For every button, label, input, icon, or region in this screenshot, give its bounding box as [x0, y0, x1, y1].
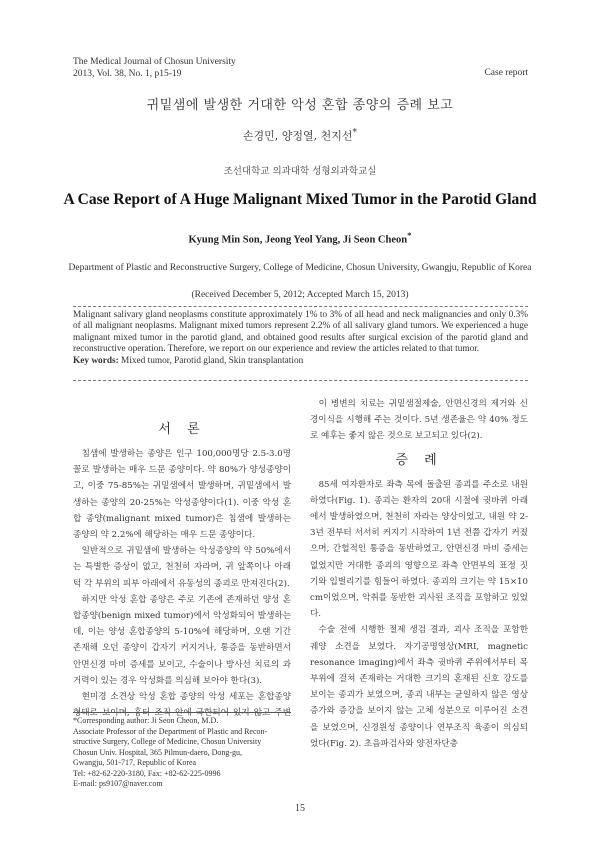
korean-affiliation: 조선대학교 의과대학 성형외과학교실 — [223, 166, 377, 177]
intro-paragraph: 이 병변의 치료는 귀밑샘절제술, 안면신경의 제거와 신경이식을 시행해 주는 것이다. 5년 생존율은 약 40% 정도로 예후는 좋지 않은 것으로 보고되고 있다(2). — [310, 399, 528, 442]
case-paragraph: 수술 전에 시행한 절제 생검 결과, 괴사 조직을 포함한 궤양 소견을 보였다. 자기공명영상(MRI, magnetic resonance imaging)에서 좌측 귓바퀴 주위에서부터 목 부위에 걸쳐 존재하는 거대한 크기의 혼재된 신호 강도를 보이는 종괴가 보였으며, 종괴 내부는 균일하지 않은 영상 증가와 증강을 보이지 않는 고체 성분으로 이루어진 소견을 보였으며, 신경원성 종양이나 연부조직 육종이 의심되었다(Fig. 2). 초음파검사와 양전자단층 — [310, 625, 528, 749]
intro-paragraph: 일반적으로 귀밑샘에 발생하는 악성종양의 약 50%에서는 특별한 증상이 없고, 천천히 자라며, 귀 앞쪽이나 아래턱 각 부위의 피부 아래에서 유동성의 종괴로 만져진다(2). — [73, 546, 291, 589]
korean-authors — [0, 127, 600, 144]
abstract-text: Malignant salivary gland neoplasms constitute approximately 1% to 3% of all head and neck malignancies and only 0.3% of all malignant neoplasms. Malignant mixed tumors represent 2.2% of all salivary gland tumors. We experienced a huge malignant mixed tumor in the parotid gland, and obtained good results after surgical excision of the parotid gland and reconstructive operation. Therefore, we report on our experience and review the articles related to that tumor. — [73, 310, 528, 355]
author-mark: * — [352, 127, 358, 138]
footnote-line: Tel: +82-62-220-3180, Fax: +82-62-225-0996 — [73, 768, 221, 778]
english-authors — [0, 230, 600, 246]
footnote-line: Associate Professor of the Department of Plastic and Recon- — [73, 726, 268, 736]
author-mark-en: * — [407, 230, 412, 240]
right-column — [310, 396, 528, 752]
case-heading: 증 례 — [395, 452, 443, 468]
left-column — [73, 420, 291, 722]
abstract-bottom-rule — [73, 380, 528, 381]
english-title: A Case Report of A Huge Malignant Mixed Tumor in the Parotid Gland — [63, 191, 537, 208]
intro-heading: 서 론 — [158, 422, 206, 437]
english-affiliation: Department of Plastic and Reconstructive Surgery, College of Medicine, Chosun University, Gwangju, Republic of Korea — [68, 263, 532, 273]
korean-authors-text: 손경민, 양정열, 천지선 — [242, 129, 353, 143]
case-type-label: Case report — [484, 68, 528, 78]
journal-volume: 2013, Vol. 38, No. 1, p15-19 — [73, 69, 182, 79]
received-dates: (Received December 5, 2012; Accepted March 15, 2013) — [191, 290, 409, 300]
intro-paragraph: 침샘에 발생하는 종양은 인구 100,000명당 2.5-3.0명 꼴로 발생하는 매우 드문 종양이다. 약 80%가 양성종양이고, 이중 75-85%는 귀밑샘에서 발생하며, 귀밑샘에서 발생하는 종양의 20-25%는 악성종양이다(1). 이중 악성 혼합 종양(malignant mixed tumor)은 침샘에 발생하는 종양의 약 2.2%에 해당하는 매우 드문 종양이다. — [73, 449, 291, 541]
footnote-line: Chosun Univ. Hospital, 365 Pilmun-daero, Dong-gu, — [73, 747, 243, 757]
english-authors-text: Kyung Min Son, Jeong Yeol Yang, Ji Seon Cheon — [188, 234, 408, 246]
keywords-label: Key words: — [73, 355, 119, 366]
footnote-email: E-mail: ps9107@naver.com — [73, 779, 163, 788]
footnote-line: Gwangju, 501-717, Republic of Korea — [73, 758, 197, 767]
journal-header — [73, 56, 236, 80]
footnote-rule — [73, 712, 291, 713]
keywords-value: Mixed tumor, Parotid gland, Skin transplantation — [121, 355, 304, 366]
case-paragraph: 85세 여자환자로 좌측 목에 돌출된 종괴를 주소로 내원하였다(Fig. 1). 종괴는 환자의 20대 시절에 귓바퀴 아래에서 발생하였으며, 천천히 자라는 양상이었고, 내원 약 2-3년 전부터 서서히 커지기 시작하여 1년 전쯤 갑자기 커졌으며, 간헐적인 통증을 동반하였고, 안면신경 마비 증세는 없었지만 거대한 종괴의 영향으로 좌측 안면부의 표정 짓기와 입벌리기를 힘들어 하였다. 종괴의 크기는 약 15×10 cm이었으며, 악취를 동반한 괴사된 조직을 포함하고 있었다. — [310, 479, 528, 620]
korean-title: 귀밑샘에 발생한 거대한 악성 혼합 종양의 증례 보고 — [146, 98, 454, 113]
footnote-line: *Corresponding author: Ji Seon Cheon, M.D. — [73, 716, 219, 725]
footnote-line: structive Surgery, College of Medicine, Chosun University — [73, 737, 262, 746]
journal-name: The Medical Journal of Chosun University — [73, 57, 236, 67]
abstract-top-rule — [73, 306, 528, 307]
corresponding-author-footnote — [73, 716, 303, 790]
page-number: 15 — [295, 803, 305, 814]
intro-paragraph: 하지만 악성 혼합 종양은 주로 기존에 존재하던 양성 혼합종양(benign mixed tumor)에서 악성화되어 발생하는데, 이는 양성 혼합종양의 5-10%에 해당하며, 오랜 기간 존재해 오던 종양이 갑자기 커지거나, 통증을 동반하면서 안면신경 마비 증세를 보이고, 수술이나 방사선 치료의 과거력이 있는 경우 악성화를 의심해 보아야 한다(3). — [73, 594, 291, 686]
intro-paragraph: 현미경 소견상 악성 혼합 종양의 악성 세포는 혼합종양 형태로 보이며, 흉터 조직 안에 국한되어 있지 않고 주변 — [73, 692, 291, 719]
abstract — [73, 310, 528, 367]
keywords — [73, 356, 528, 367]
